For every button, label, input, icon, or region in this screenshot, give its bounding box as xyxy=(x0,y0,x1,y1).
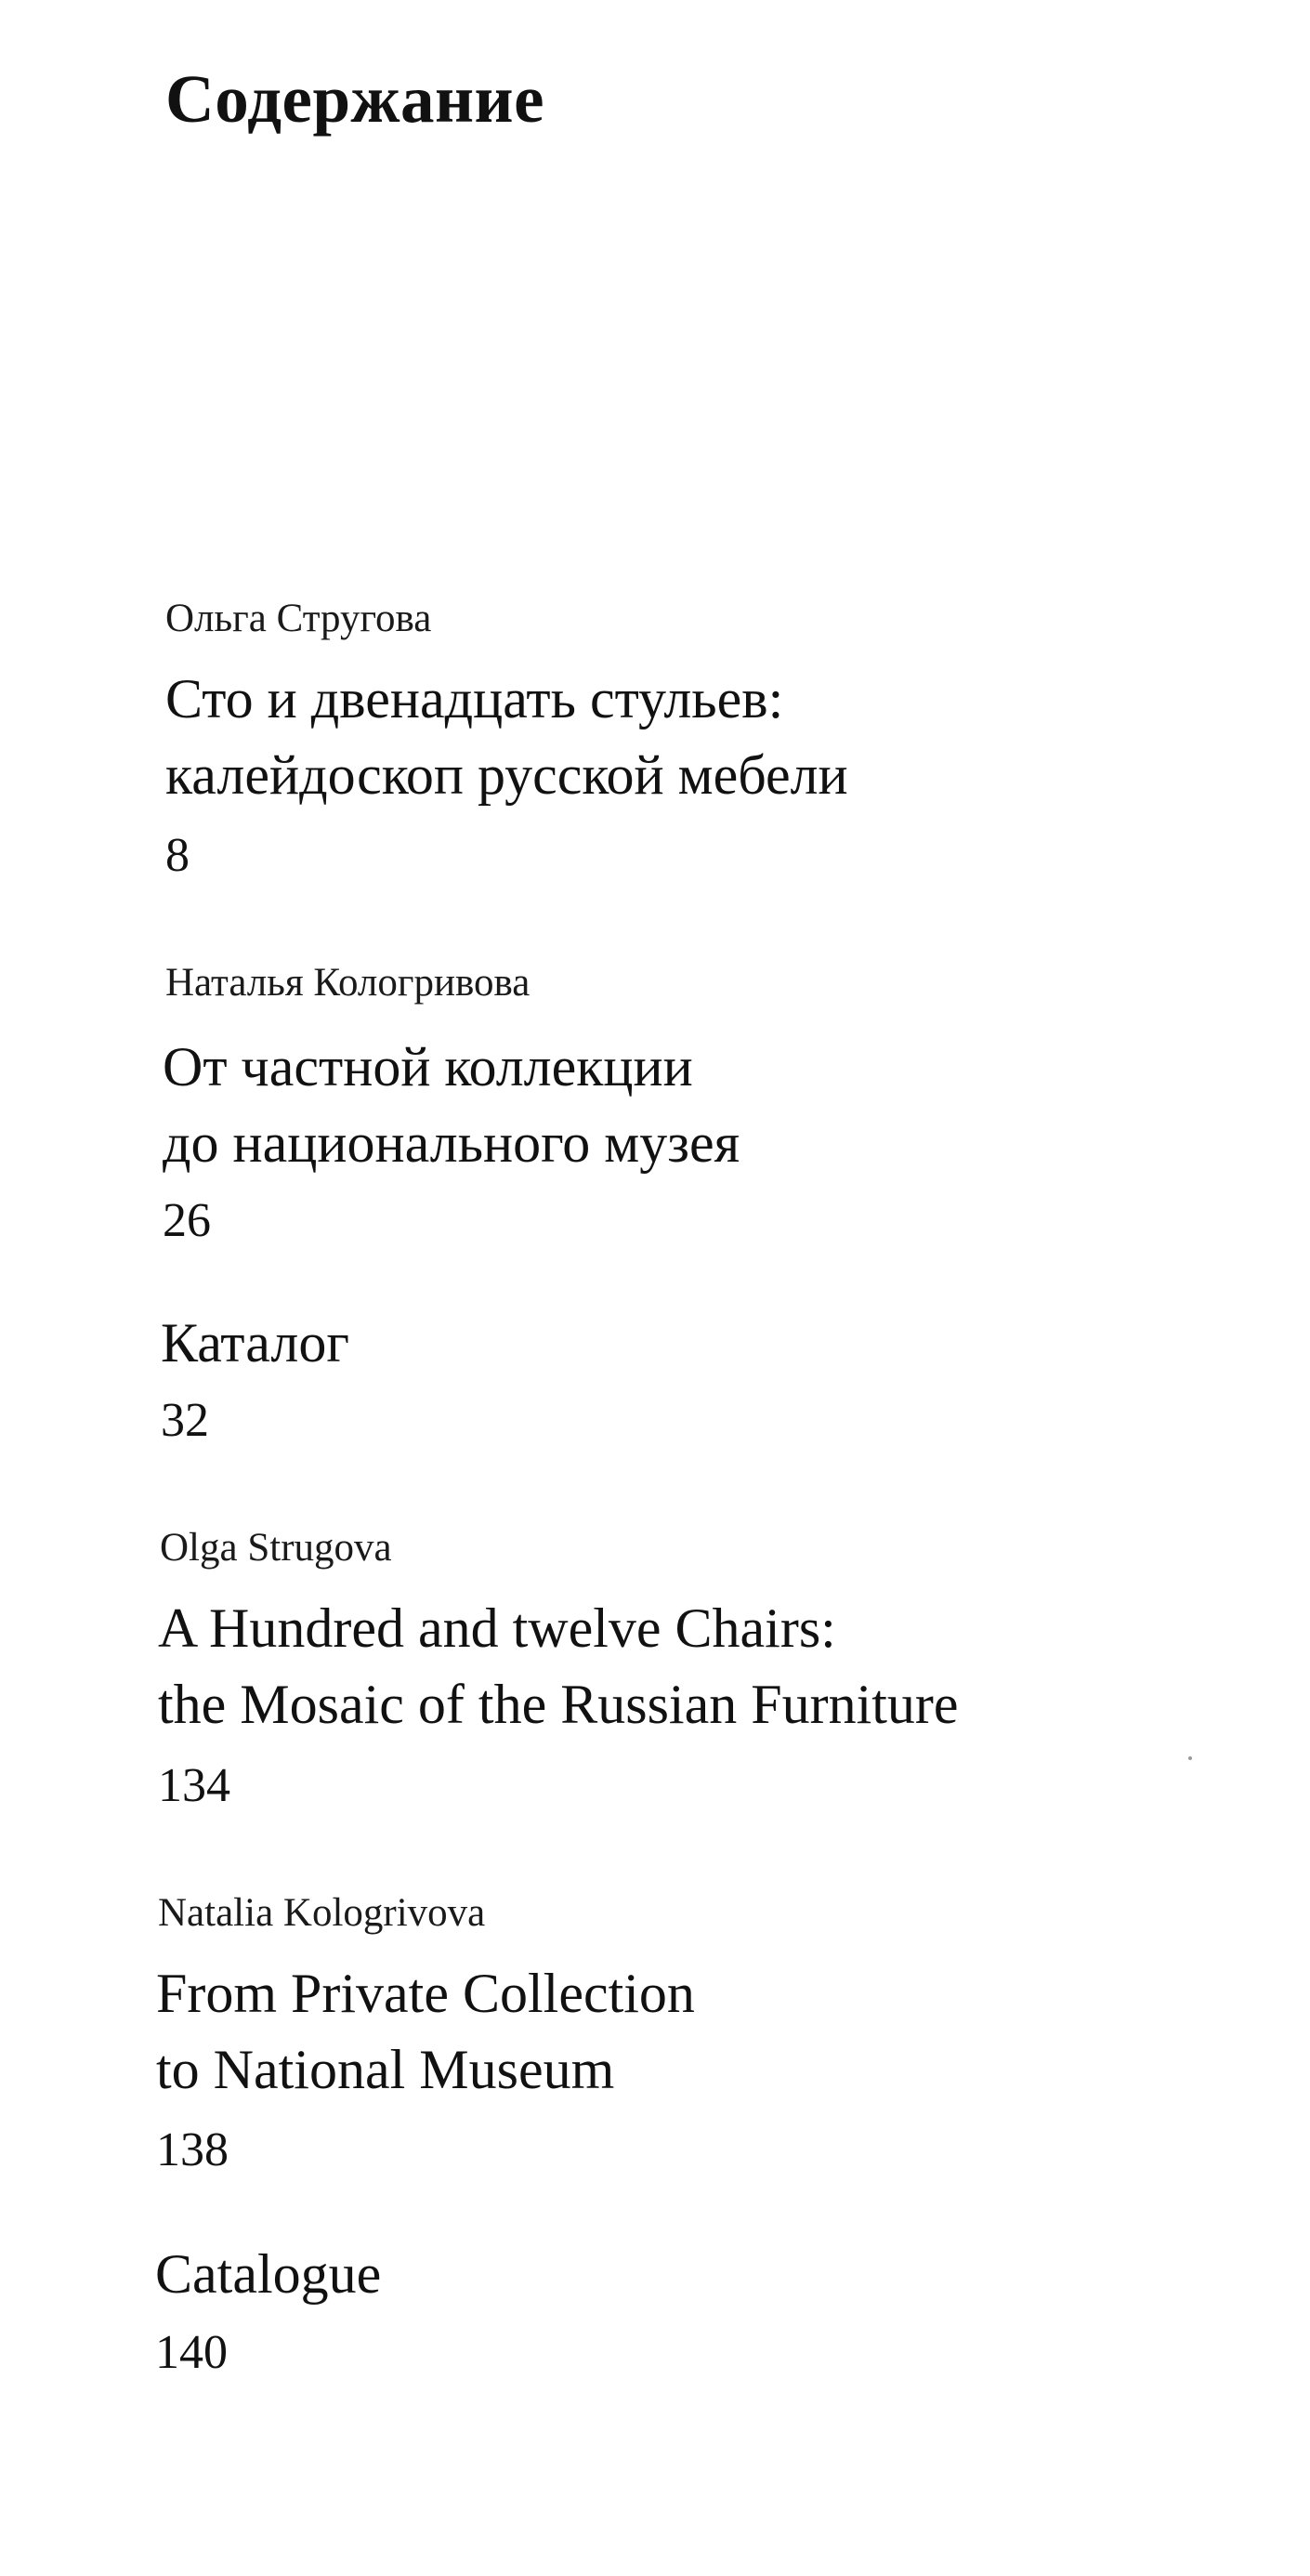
toc-entry-5-page-number: 138 xyxy=(156,2123,229,2176)
scan-speck xyxy=(1188,1756,1192,1760)
toc-entry-1-author: Ольга Стругова xyxy=(165,597,432,640)
toc-entry-3-page-number: 32 xyxy=(161,1394,209,1447)
toc-entry-4-page-number: 134 xyxy=(158,1759,230,1812)
toc-entry-4-title-line-1: A Hundred and twelve Chairs: xyxy=(158,1597,836,1659)
toc-entry-2-author: Наталья Кологривова xyxy=(165,961,531,1005)
toc-entry-1-title-line-1: Сто и двенадцать стульев: xyxy=(165,668,784,729)
toc-entry-5-title-line-2: to National Museum xyxy=(156,2039,615,2100)
toc-entry-1-title-line-2: калейдоскоп русской мебели xyxy=(165,744,848,806)
toc-entry-6-page-number: 140 xyxy=(155,2326,228,2379)
toc-entry-2-title-line-1: От частной коллекции xyxy=(163,1036,693,1097)
toc-entry-5-author: Natalia Kologrivova xyxy=(158,1891,486,1935)
toc-entry-1-page-number: 8 xyxy=(165,829,190,882)
toc-entry-6-title: Catalogue xyxy=(155,2243,382,2305)
toc-entry-4-author: Olga Strugova xyxy=(160,1526,392,1570)
toc-entry-3-title: Каталог xyxy=(161,1312,349,1373)
toc-entry-2-page-number: 26 xyxy=(163,1194,211,1247)
toc-entry-4-title-line-2: the Mosaic of the Russian Furniture xyxy=(158,1674,959,1735)
toc-entry-5-title-line-1: From Private Collection xyxy=(156,1963,695,2024)
toc-entry-2-title-line-2: до национального музея xyxy=(163,1112,740,1174)
page-title: Содержание xyxy=(165,61,544,137)
